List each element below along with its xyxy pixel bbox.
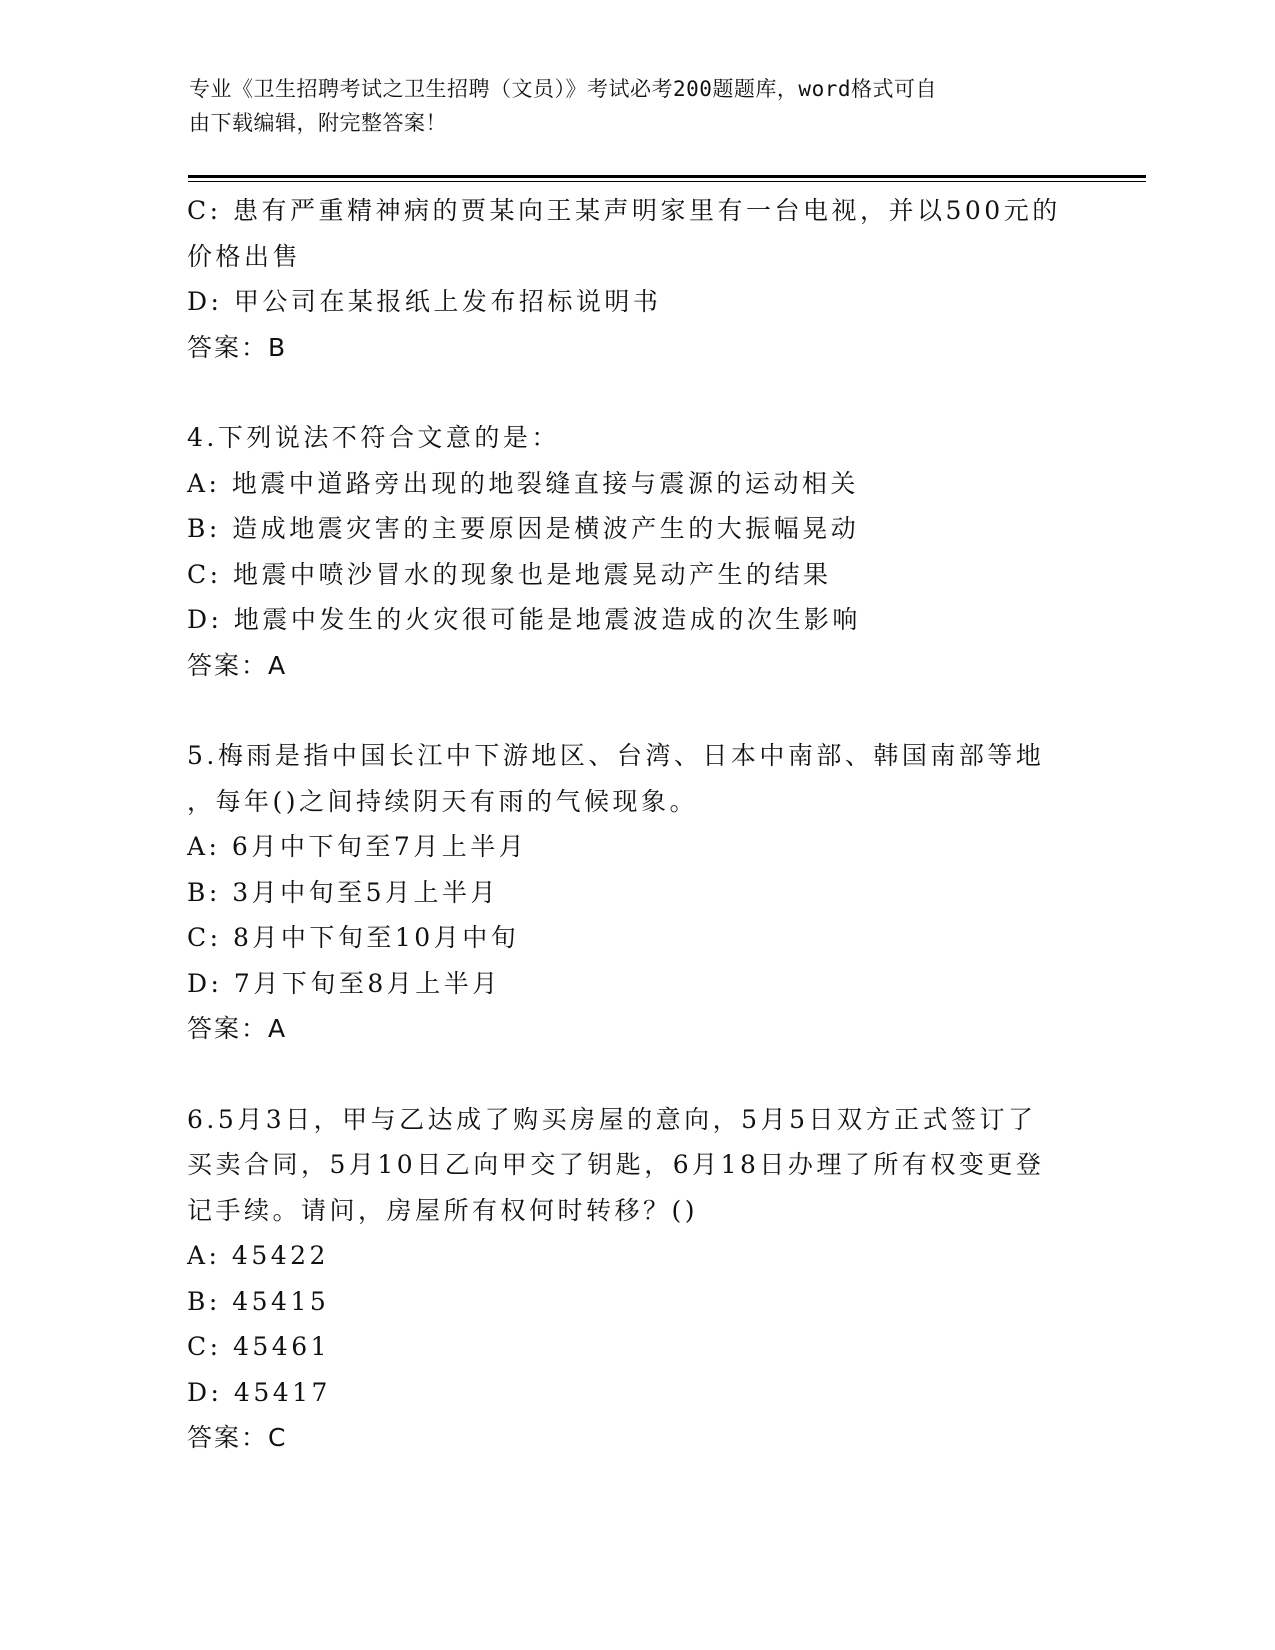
question-6 [187,1097,1087,1461]
header-rule-thick [188,175,1146,178]
answer: 答案：A [187,1014,288,1043]
option-d: D: 地震中发生的火灾很可能是地震波造成的次生影响 [187,605,861,634]
question-list [187,188,1087,1461]
option-c-line-2: 价格出售 [187,241,302,271]
option-c: C: 地震中喷沙冒水的现象也是地震晃动产生的结果 [187,559,832,589]
header-line-2: 由下载编辑，附完整答案！ [189,111,447,135]
question-stem: 4.下列说法不符合文意的是： [187,423,560,452]
document-header [189,72,1069,140]
spacer [187,1052,1087,1097]
option-b: B: 45415 [187,1286,330,1316]
option-b: B: 造成地震灾害的主要原因是横波产生的大振幅晃动 [187,514,860,543]
header-line-1: 专业《卫生招聘考试之卫生招聘（文员）》考试必考200题题库，word格式可自 [189,77,937,101]
option-d: D: 甲公司在某报纸上发布招标说明书 [187,287,662,316]
question-stem-line-2: ，每年()之间持续阴天有雨的气候现象。 [187,786,699,816]
spacer [187,370,1087,415]
option-a: A: 地震中道路旁出现的地裂缝直接与震源的运动相关 [187,468,859,498]
option-b: B: 3月中旬至5月上半月 [187,877,500,907]
option-d: D: 45417 [187,1377,331,1407]
option-a: A: 45422 [187,1241,329,1270]
answer: 答案：B [187,332,288,362]
header-rule-thin [188,181,1146,182]
option-c: C: 8月中下旬至10月中旬 [187,923,520,952]
question-stem-line-1: 5.梅雨是指中国长江中下游地区、台湾、日本中南部、韩国南部等地 [187,741,1045,770]
option-d: D: 7月下旬至8月上半月 [187,968,501,998]
question-3-tail [187,188,1087,370]
option-c-line-1: C: 患有严重精神病的贾某向王某声明家里有一台电视，并以500元的 [187,196,1061,225]
answer: 答案：A [187,650,288,680]
question-stem-line-3: 记手续。请问，房屋所有权何时转移？() [187,1195,699,1225]
question-stem-line-2: 买卖合同，5月10日乙向甲交了钥匙，6月18日办理了所有权变更登 [187,1150,1045,1179]
question-4 [187,415,1087,688]
option-c: C: 45461 [187,1332,331,1361]
answer: 答案：C [187,1423,288,1452]
question-5 [187,733,1087,1052]
option-a: A: 6月中下旬至7月上半月 [187,832,528,861]
question-stem-line-1: 6.5月3日，甲与乙达成了购买房屋的意向，5月5日双方正式签订了 [187,1104,1037,1134]
spacer [187,688,1087,733]
